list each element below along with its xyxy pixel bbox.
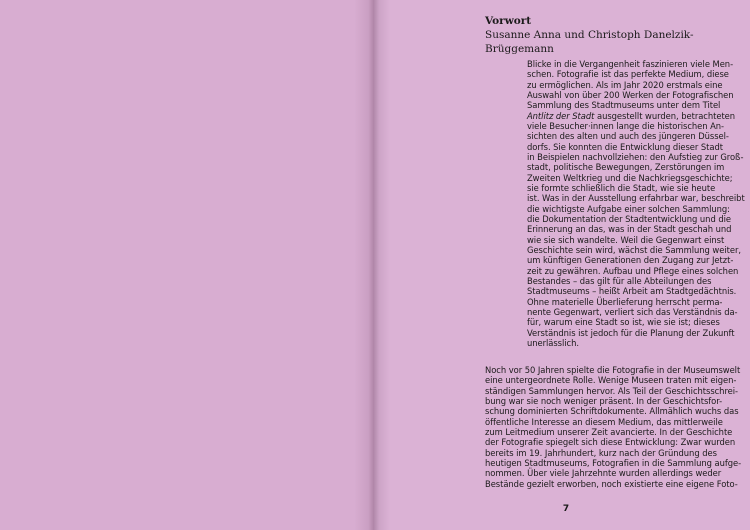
text-line [527,204,745,214]
text-line: ständigen Sammlungen hervor. Als Teil der Geschichtsschrei- [485,385,739,396]
text-line [527,142,745,152]
text-line [527,255,745,265]
text-run: Erinnerung an das, was in der Stadt geschah und [527,224,732,235]
text-run: zeit zu gewähren. Aufbau und Pflege eines solchen [527,265,739,276]
text-run: unerlässlich. [527,337,579,348]
text-line [527,69,745,79]
text-line [527,131,745,141]
text-run: Zweiten Weltkrieg und die Nachkriegsgeschichte; [527,172,733,183]
left-page [0,0,374,530]
text-run: dorfs. Sie konnten die Entwicklung dieser Stadt [527,141,723,152]
text-line [527,162,745,172]
chapter-title: Vorwort [485,15,532,27]
chapter-authors: Susanne Anna und Christoph Danelzik-Brüggemann [485,29,694,55]
text-line [527,59,745,69]
text-run: in Beispielen nachvollziehen: den Aufstieg zur Groß- [527,151,744,162]
text-line: heutigen Stadtmuseums, Fotografien in die Sammlung aufge- [485,457,742,468]
text-line [527,328,745,338]
text-line [527,245,745,255]
text-run: Verständnis ist jedoch für die Planung der Zukunft [527,327,735,338]
text-line [527,90,745,100]
text-run: Blicke in die Vergangenheit faszinieren viele Men- [527,59,734,69]
page-number: 7 [562,504,570,514]
text-line [527,286,745,296]
text-line: Noch vor 50 Jahren spielte die Fotografie in der Museumswelt [485,365,741,375]
text-line [527,317,745,327]
text-line [527,121,745,131]
text-line [527,183,745,193]
text-run: sichten des alten und auch des jüngeren Düssel- [527,131,729,142]
text-line [527,307,745,317]
text-line [527,173,745,183]
chapter-heading [485,14,745,56]
text-line: eine untergeordnete Rolle. Wenige Museen traten mit eigen- [485,375,737,386]
body-paragraph [485,365,741,489]
text-run: stadt, politische Bewegungen, Zerstörungen im [527,162,725,173]
text-line [527,80,745,90]
text-line [527,297,745,307]
text-run: die Dokumentation der Stadtentwicklung und die [527,213,731,224]
text-line [527,338,745,348]
text-line [527,111,745,121]
text-run: Geschichte sein wird, wächst die Sammlung weiter, [527,244,741,255]
text-line: bereits im 19. Jahrhundert, kurz nach der Gründung des [485,447,717,458]
text-run: nente Gegenwart, verliert sich das Verständnis da- [527,306,738,317]
text-run: sie formte schließlich die Stadt, wie sie heute [527,182,716,193]
text-line [527,214,745,224]
text-line: schung dominierten Schriftdokumente. Allmählich wuchs das [485,406,739,417]
indented-paragraph [527,59,745,348]
text-run: Sammlung des Stadtmuseums unter dem Titel [527,100,721,111]
text-run: für, warum eine Stadt so ist, wie sie ist; dieses [527,317,720,328]
italic-title: Antlitz der Stadt [527,110,595,121]
text-line: nommen. Über viele Jahrzehnte wurden allerdings weder [485,468,722,479]
text-line: bung war sie noch weniger präsent. In der Geschichtsfor- [485,395,723,406]
text-run: Ohne materielle Überlieferung herrscht perma- [527,296,723,307]
text-line [527,152,745,162]
text-line: öffentliche Interesse an diesem Medium, das mittlerweile [485,416,723,427]
text-run: zu ermöglichen. Als im Jahr 2020 erstmals eine [527,79,723,90]
text-run: wie sie sich wandelte. Weil die Gegenwart einst [527,234,725,245]
text-line [527,193,745,203]
text-line [527,224,745,234]
text-line: Bestände gezielt erworben, noch existierte eine eigene Foto- [485,478,738,489]
text-run: die wichtigste Aufgabe einer solchen Sammlung: [527,203,730,214]
text-line [527,276,745,286]
text-run: schen. Fotografie ist das perfekte Medium, diese [527,69,729,80]
text-run: ausgestellt wurden, betrachteten [594,110,736,121]
text-line [527,266,745,276]
text-line: der Fotografie spiegelt sich diese Entwicklung: Zwar wurden [485,437,736,448]
text-line: zum Leitmedium unserer Zeit avancierte. In der Geschichte [485,426,733,437]
text-line [527,100,745,110]
text-run: Auswahl von über 200 Werken der Fotografischen [527,89,734,100]
text-run: Bestandes – das gilt für alle Abteilungen des [527,275,712,286]
text-run: ist. Was in der Ausstellung erfahrbar war, beschreibt [527,193,745,204]
book-gutter [354,0,390,530]
text-run: um künftigen Generationen den Zugang zur Jetzt- [527,255,734,266]
text-line [527,235,745,245]
text-run: Stadtmuseums – heißt Arbeit am Stadtgedächtnis. [527,286,737,297]
text-run: viele Besucher·innen lange die historischen An- [527,120,725,131]
